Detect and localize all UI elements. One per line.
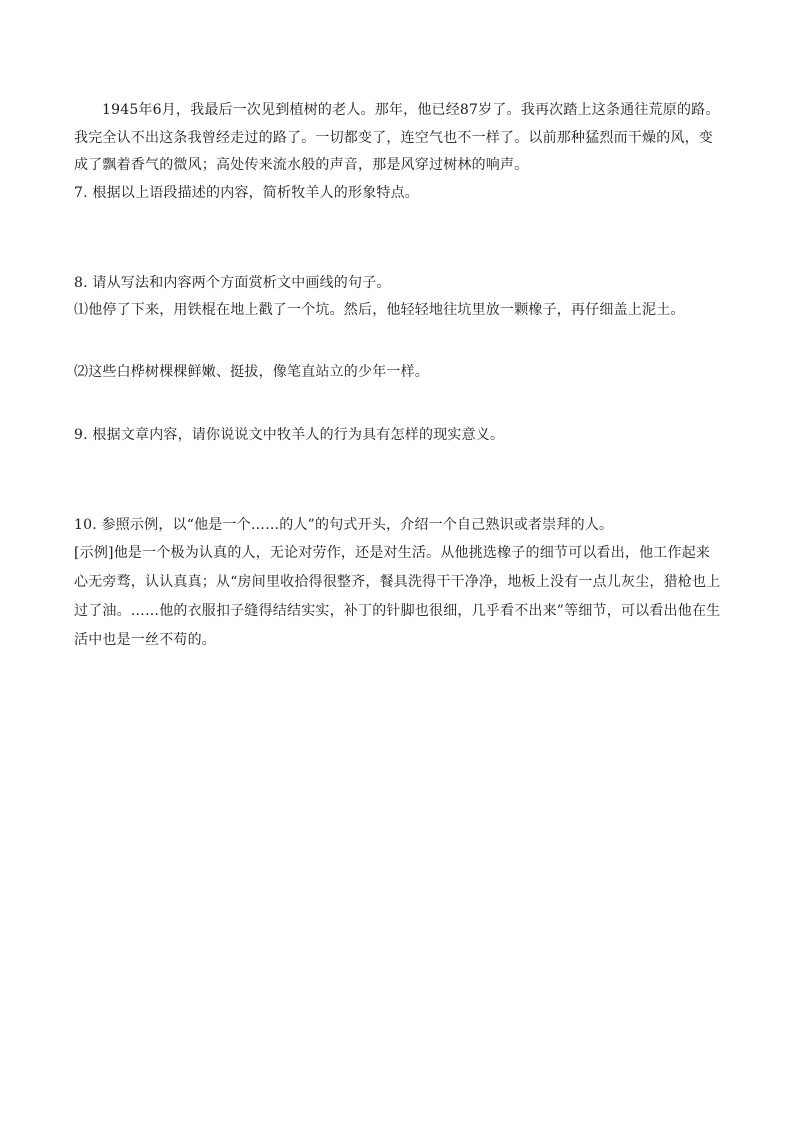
answer-space-8-1	[74, 324, 724, 359]
example-answer: [示例]他是一个极为认真的人，无论对劳作，还是对生活。从他挑选橡子的细节可以看出，他工作起来心无旁骛，认认真真；从“房间里收拾得很整齐，餐具洗得干干净净，地板上没有一点儿灰尘，猎枪也上过了油。……他的衣服扣子缝得结结实实，补丁的针脚也很细，几乎看不出来”等细节，可以看出他在生活中也是一丝不苟的。	[74, 544, 721, 648]
question-8: 8. 请从写法和内容两个方面赏析文中画线的句子。	[74, 274, 391, 291]
question-10: 10. 参照示例，以“他是一个……的人”的句式开头，介绍一个自己熟识或者崇拜的人。	[74, 516, 614, 533]
question-8-part-1: ⑴他停了下来，用铁棍在地上戳了一个坑。然后，他轻轻地往坑里放一颗橡子，再仔细盖上泥土。	[74, 301, 685, 318]
passage-paragraph: 1945年6月，我最后一次见到植树的老人。那年，他已经87岁了。我再次踏上这条通往荒原的路。我完全认不出这条我曾经走过的路了。一切都变了，连空气也不一样了。以前那种猛烈而干燥的风，变成了飘着香气的微风；高处传来流水般的声音，那是风穿过树林的响声。	[74, 102, 720, 173]
answer-space-8-2	[74, 386, 724, 422]
question-7: 7. 根据以上语段描述的内容，简析牧羊人的形象特点。	[74, 184, 420, 201]
question-8-part-2: ⑵这些白桦树棵棵鲜嫩、挺拔，像笔直站立的少年一样。	[74, 363, 429, 380]
question-9: 9. 根据文章内容，请你说说文中牧羊人的行为具有怎样的现实意义。	[74, 426, 505, 443]
answer-space-9	[74, 449, 724, 512]
document-content	[74, 97, 724, 655]
answer-space-7	[74, 207, 724, 270]
